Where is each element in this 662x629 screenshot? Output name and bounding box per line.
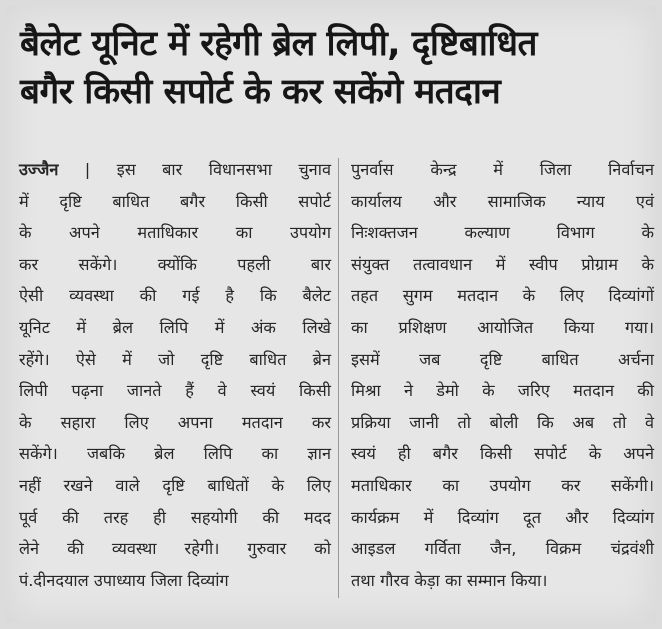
dateline: उज्जैन [19, 160, 59, 179]
article-line: प्रक्रिया जानी तो बोली कि अब तो वे [351, 412, 654, 432]
article-line: कार्यालय और सामाजिक न्याय एवं [351, 191, 654, 211]
article-line: संयुक्त तत्वावधान में स्वीप प्रोग्राम के [351, 254, 654, 274]
article-line: कर सकेंगे। क्योंकि पहली बार [19, 254, 331, 274]
newspaper-clipping [6, 6, 656, 623]
article-line: का प्रशिक्षण आयोजित किया गया। [351, 317, 654, 337]
article-line: स्वयं ही बगैर किसी सपोर्ट के अपने [351, 444, 654, 464]
article-line: नहीं रखने वाले दृष्टि बाधितों के लिए [19, 475, 331, 495]
article-line: तहत सुगम मतदान के लिए दिव्यांगों [351, 286, 654, 306]
article-line: निःशक्तजन कल्याण विभाग के [351, 223, 654, 243]
article-line: ऐसी व्यवस्था की गई है कि बैलेट [19, 286, 331, 306]
column-divider [338, 158, 339, 598]
headline-line-1: बैलेट यूनिट में रहेगी ब्रेल लिपी, दृष्टिबाधित [20, 24, 537, 64]
article-line: तथा गौरव केड़ा का सम्मान किया। [351, 570, 548, 590]
article-line: पं.दीनदयाल उपाध्याय जिला दिव्यांग [19, 570, 229, 590]
article-line: सकेंगे। जबकि ब्रेल लिपि का ज्ञान [19, 444, 331, 464]
article-line: मताधिकार का उपयोग कर सकेंगी। [351, 475, 654, 495]
article-left-column [19, 154, 331, 596]
headline-line-2: बगैर किसी सपोर्ट के कर सकेंगे मतदान [20, 72, 501, 112]
article-line [19, 154, 331, 186]
article-line: लिपी पढ़ना जानते हैं वे स्वयं किसी [19, 381, 331, 401]
article-line: मिश्रा ने डेमो के जरिए मतदान की [351, 381, 654, 401]
article-line: यूनिट में ब्रेल लिपि में अंक लिखे [19, 317, 331, 337]
article-line-text: | इस बार विधानसभा चुनाव [84, 160, 331, 179]
article-line: के अपने मताधिकार का उपयोग [19, 223, 331, 243]
article-line: रहेंगे। ऐसे में जो दृष्टि बाधित ब्रेन [19, 349, 331, 369]
article-right-column [351, 154, 654, 596]
article-line: में दृष्टि बाधित बगैर किसी सपोर्ट [19, 191, 331, 211]
article-line: के सहारा लिए अपना मतदान कर [19, 412, 331, 432]
article-line: पूर्व की तरह ही सहयोगी की मदद [19, 507, 331, 527]
article-line: पुनर्वास केन्द्र में जिला निर्वाचन [351, 160, 654, 179]
article-line: कार्यक्रम में दिव्यांग दूत और दिव्यांग [351, 507, 654, 527]
article-line: लेने की व्यवस्था रहेगी। गुरुवार को [19, 539, 331, 559]
article-line: आइडल गर्विता जैन, विक्रम चंद्रवंशी [351, 539, 654, 559]
headline [20, 20, 650, 116]
article-line: इसमें जब दृष्टि बाधित अर्चना [351, 349, 654, 369]
